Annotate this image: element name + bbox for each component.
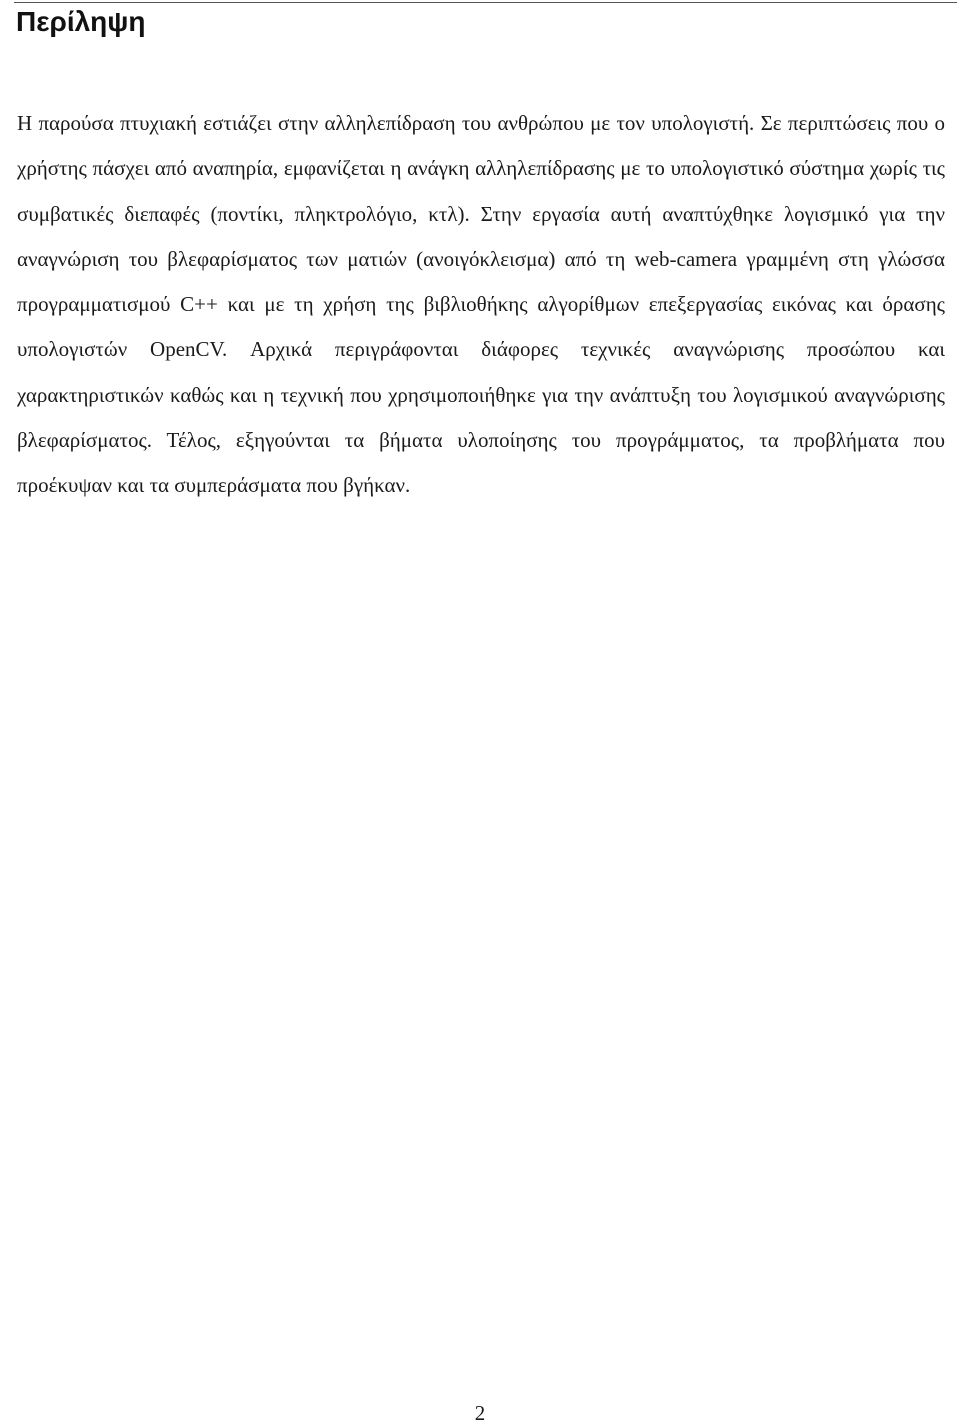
page-number: 2: [474, 1401, 486, 1425]
abstract-paragraph: Η παρούσα πτυχιακή εστιάζει στην αλληλεπίδραση του ανθρώπου με τον υπολογιστή. Σε περιπτώσεις που ο χρήστης πάσχει από αναπηρία, εμφανίζεται η ανάγκη αλληλεπίδρασης με το υπολογιστικό σύστημα χωρίς τις συμβατικές διεπαφές (ποντίκι, πληκτρολόγιο, κτλ). Στην εργασία αυτή αναπτύχθηκε λογισμικό για την αναγνώριση του βλεφαρίσματος των ματιών (ανοιγόκλεισμα) από τη web-camera γραμμένη στη γλώσσα προγραμματισμού C++ και με τη χρήση της βιβλιοθήκης αλγορίθμων επεξεργασίας εικόνας και όρασης υπολογιστών OpenCV. Αρχικά περιγράφονται διάφορες τεχνικές αναγνώρισης προσώπου και χαρακτηριστικών καθώς και η τεχνική που χρησιμοποιήθηκε για την ανάπτυξη του λογισμικού αναγνώρισης βλεφαρίσματος. Τέλος, εξηγούνται τα βήματα υλοποίησης του προγράμματος, τα προβλήματα που προέκυψαν και τα συμπεράσματα που βγήκαν.: [17, 111, 945, 498]
heading-divider: [14, 2, 957, 3]
page-title: Περίληψη: [16, 6, 146, 37]
